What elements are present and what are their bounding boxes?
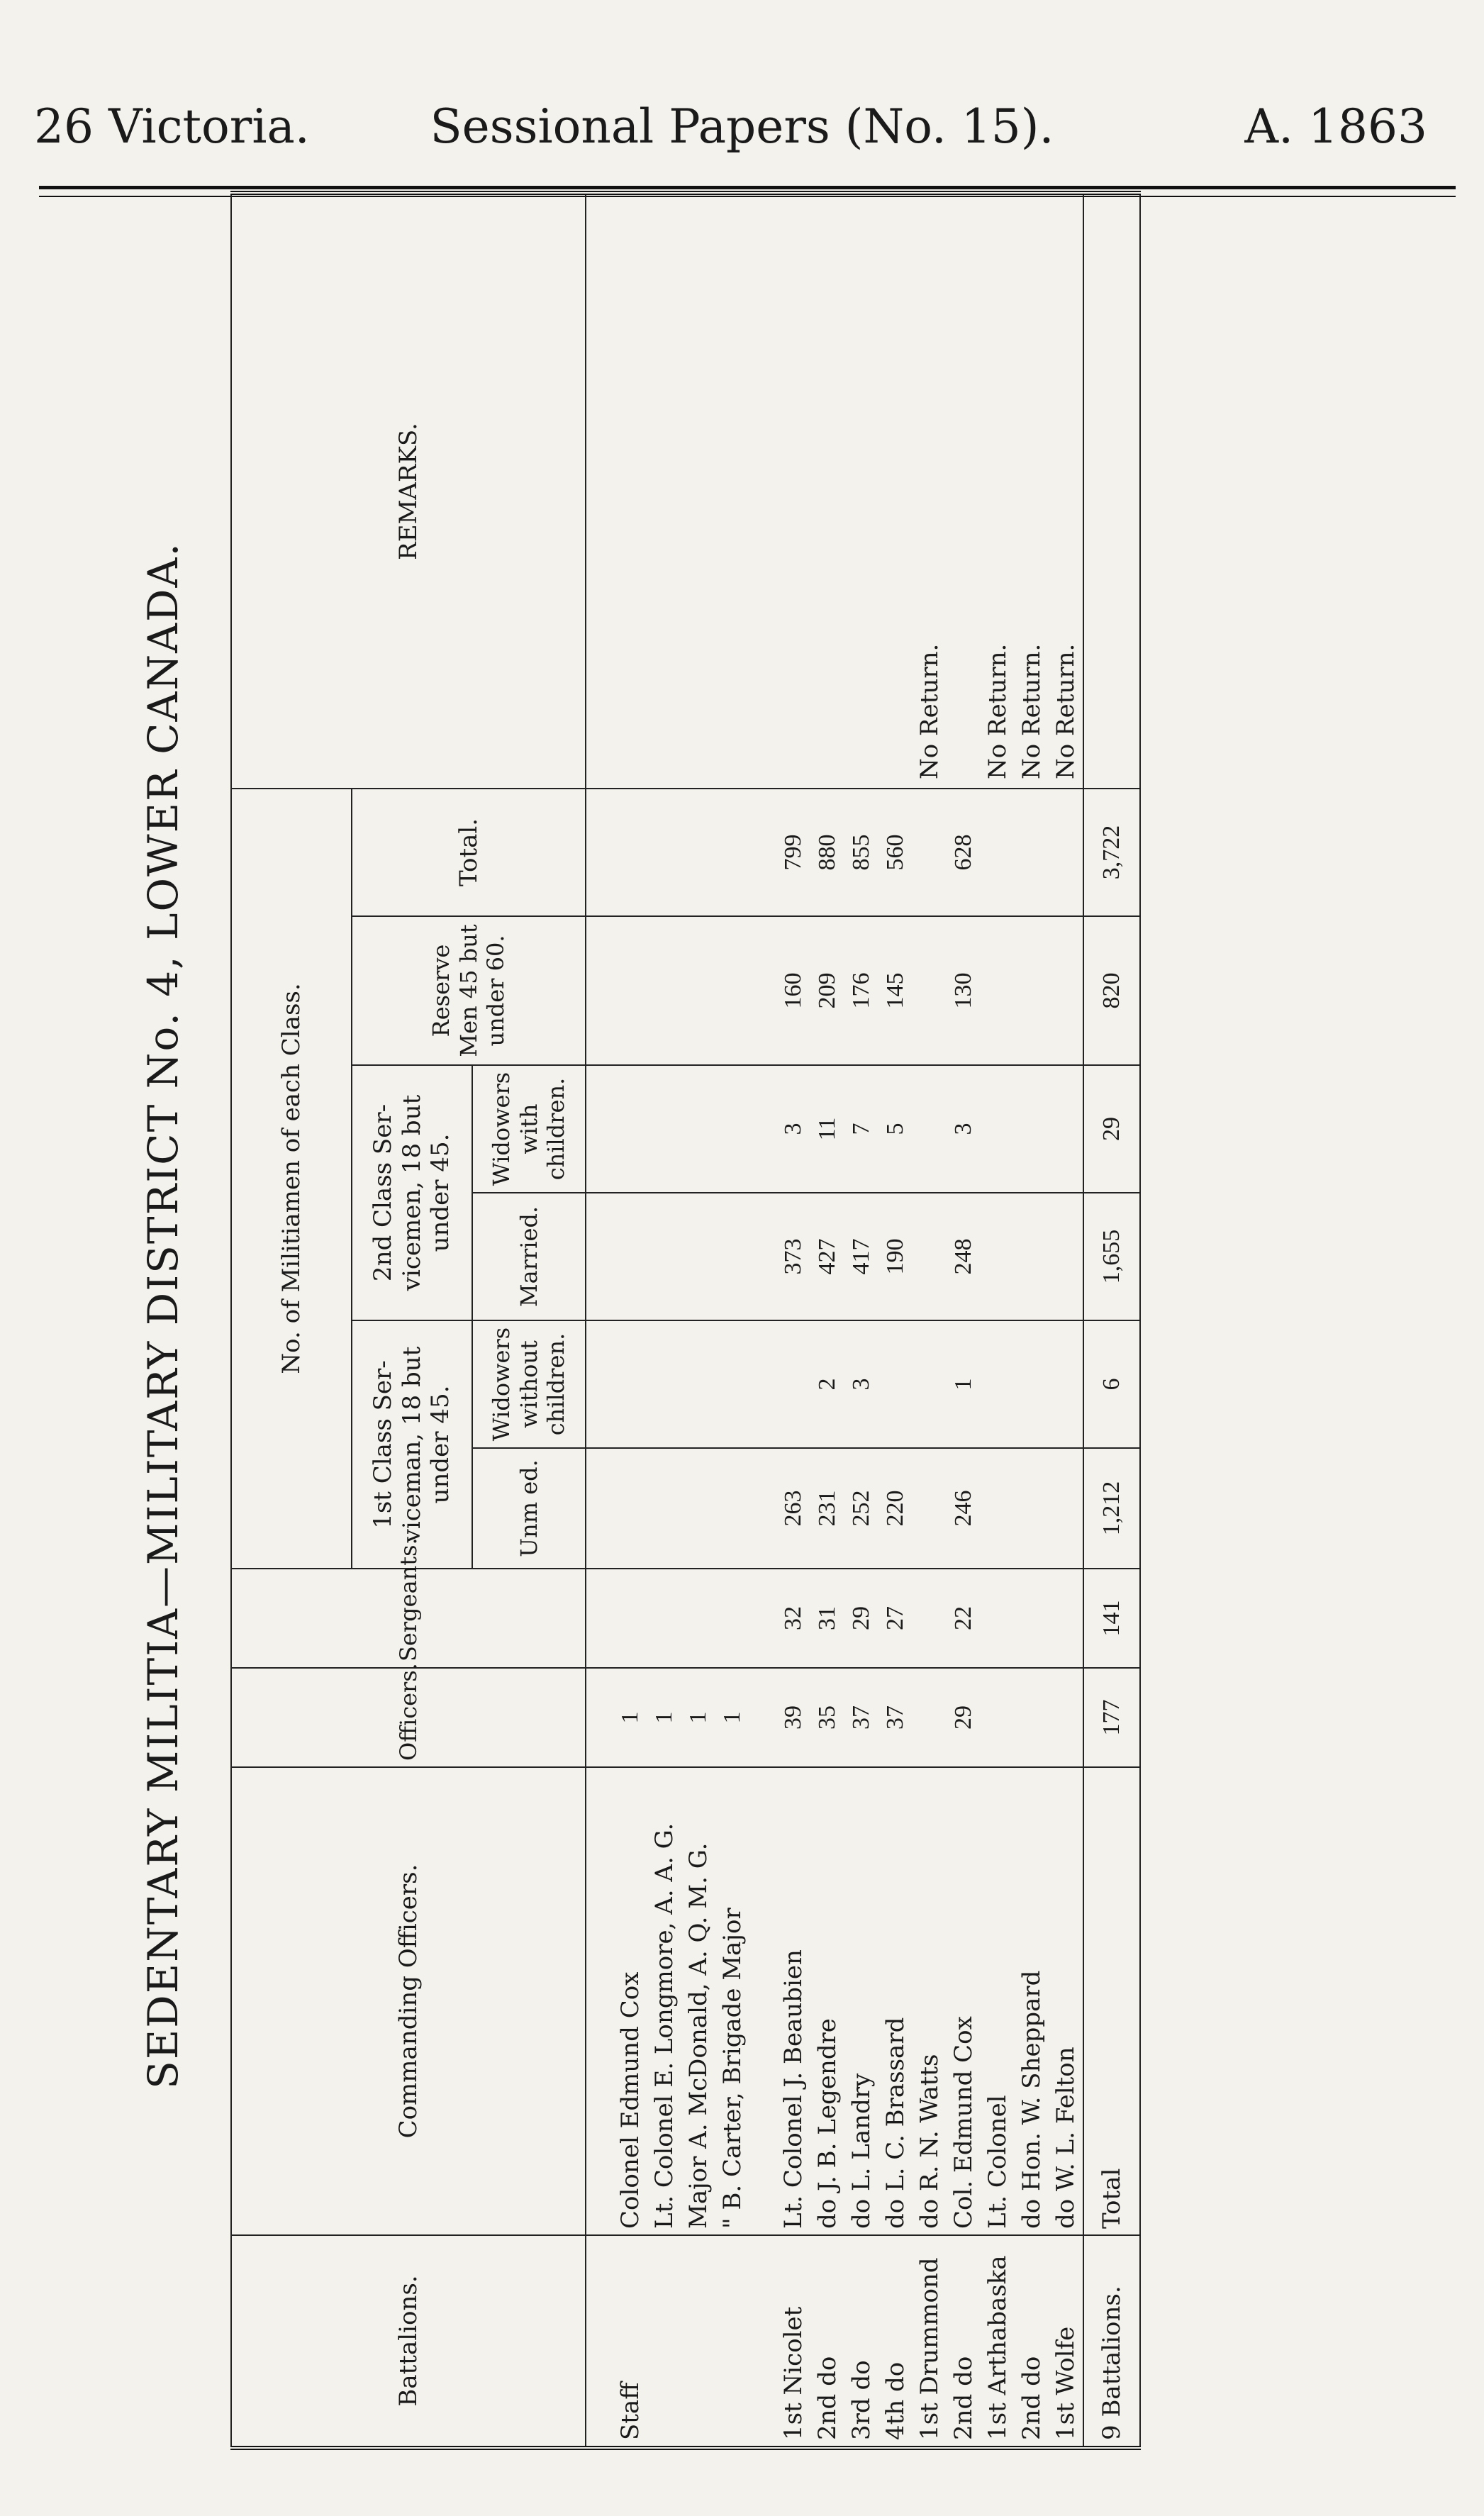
col-first-class: 1st Class Ser-viceman, 18 but under 45. [352, 1320, 472, 1569]
table-row [810, 193, 844, 2448]
total-count [1015, 789, 1049, 916]
col-widowers-with: Widowers with children. [472, 1065, 586, 1193]
battalion-name: 4th do [878, 2235, 913, 2448]
total-count: 855 [844, 789, 878, 916]
widowers-without-count [913, 1320, 947, 1448]
col-battalions: Battalions. [231, 2235, 586, 2448]
battalion-name: 1st Wolfe [1049, 2235, 1083, 2448]
header-title: Sessional Papers (No. 15). [430, 99, 1054, 154]
table-row [1015, 193, 1049, 2448]
col-group-militiamen: No. of Militiamen of each Class. [231, 789, 352, 1569]
col-second-class: 2nd Class Ser-vicemen, 18 but under 45. [352, 1065, 472, 1320]
col-commanding-officers: Commanding Officers. [231, 1767, 586, 2235]
totals-total: 3,722 [1083, 789, 1140, 916]
table-row [844, 193, 878, 2448]
total-count [913, 789, 947, 916]
widowers-without-count [1015, 1320, 1049, 1448]
staff-officers-count: 1 [681, 1668, 715, 1767]
remark [844, 193, 878, 789]
col-sergeants: Sergeants. [231, 1569, 586, 1668]
officers-count [1015, 1668, 1049, 1767]
header-year: A. 1863 [1244, 99, 1427, 154]
table-row [878, 193, 913, 2448]
reserve-count: 176 [844, 916, 878, 1065]
widowers-with-count [913, 1065, 947, 1193]
table-title: SEDENTARY MILITIA—MILITARY DISTRICT No. 4, LOWER CANADA. [139, 542, 187, 2089]
officers-count [913, 1668, 947, 1767]
officers-count [1049, 1668, 1083, 1767]
widowers-without-count: 2 [810, 1320, 844, 1448]
married-count [1015, 1193, 1049, 1320]
commanding-officer: do L. Landry [844, 1767, 878, 2235]
totals-reserve: 820 [1083, 916, 1140, 1065]
widowers-with-count: 7 [844, 1065, 878, 1193]
col-officers: Officers. [231, 1668, 586, 1767]
widowers-without-count [776, 1320, 810, 1448]
officers-count: 35 [810, 1668, 844, 1767]
col-widowers-without: Widowers without children. [472, 1320, 586, 1448]
reserve-count [1049, 916, 1083, 1065]
widowers-without-count: 1 [947, 1320, 981, 1448]
table-row [913, 193, 947, 2448]
staff-officer: Colonel Edmund Cox [613, 1767, 647, 2235]
reserve-count: 145 [878, 916, 913, 1065]
commanding-officer: Lt. Colonel J. Beaubien [776, 1767, 810, 2235]
sergeants-count [1015, 1569, 1049, 1668]
col-unmarried: Unm ed. [472, 1448, 586, 1569]
widowers-with-count: 3 [776, 1065, 810, 1193]
widowers-without-count [981, 1320, 1015, 1448]
widowers-with-count: 5 [878, 1065, 913, 1193]
militia-table [230, 191, 1141, 2450]
sergeants-count: 31 [810, 1569, 844, 1668]
reserve-count: 209 [810, 916, 844, 1065]
unmarried-count: 252 [844, 1448, 878, 1569]
staff-label: Staff [613, 2235, 647, 2448]
total-count [981, 789, 1015, 916]
officers-count: 29 [947, 1668, 981, 1767]
total-count [1049, 789, 1083, 916]
battalion-name: 1st Arthabaska [981, 2235, 1015, 2448]
staff-officers-count: 1 [613, 1668, 647, 1767]
married-count: 427 [810, 1193, 844, 1320]
officers-count: 37 [844, 1668, 878, 1767]
sergeants-count: 32 [776, 1569, 810, 1668]
totals-sergeants: 141 [1083, 1569, 1140, 1668]
commanding-officer: do W. L. Felton [1049, 1767, 1083, 2235]
table-row [776, 193, 810, 2448]
remark [776, 193, 810, 789]
commanding-officer: do Hon. W. Sheppard [1015, 1767, 1049, 2235]
staff-row [613, 193, 647, 2448]
reserve-count [913, 916, 947, 1065]
officers-count [981, 1668, 1015, 1767]
header-session: 26 Victoria. [34, 99, 310, 154]
battalion-name: 3rd do [844, 2235, 878, 2448]
married-count: 248 [947, 1193, 981, 1320]
battalion-name: 2nd do [947, 2235, 981, 2448]
table-row [1049, 193, 1083, 2448]
totals-officers: 177 [1083, 1668, 1140, 1767]
reserve-count: 160 [776, 916, 810, 1065]
reserve-count [1015, 916, 1049, 1065]
total-count: 799 [776, 789, 810, 916]
battalion-name: 2nd do [1015, 2235, 1049, 2448]
married-count [981, 1193, 1015, 1320]
unmarried-count: 263 [776, 1448, 810, 1569]
total-count: 628 [947, 789, 981, 916]
sergeants-count [981, 1569, 1015, 1668]
sergeants-count [1049, 1569, 1083, 1668]
staff-officers-count: 1 [715, 1668, 749, 1767]
table-row [947, 193, 981, 2448]
commanding-officer: do L. C. Brassard [878, 1767, 913, 2235]
remark: No Return. [913, 193, 947, 789]
staff-officers-count: 1 [647, 1668, 681, 1767]
officers-count: 37 [878, 1668, 913, 1767]
staff-row [647, 193, 681, 2448]
reserve-count [981, 916, 1015, 1065]
staff-officer: " B. Carter, Brigade Major [715, 1767, 749, 2235]
married-count [913, 1193, 947, 1320]
sergeants-count: 27 [878, 1569, 913, 1668]
remark [878, 193, 913, 789]
unmarried-count: 231 [810, 1448, 844, 1569]
totals-widowers-with: 29 [1083, 1065, 1140, 1193]
sergeants-count [913, 1569, 947, 1668]
commanding-officer: Col. Edmund Cox [947, 1767, 981, 2235]
unmarried-count [1015, 1448, 1049, 1569]
unmarried-count: 220 [878, 1448, 913, 1569]
remark: No Return. [1049, 193, 1083, 789]
unmarried-count [913, 1448, 947, 1569]
unmarried-count [981, 1448, 1015, 1569]
sergeants-count: 22 [947, 1569, 981, 1668]
battalion-name: 2nd do [810, 2235, 844, 2448]
staff-officer: Major A. McDonald, A. Q. M. G. [681, 1767, 715, 2235]
staff-officer: Lt. Colonel E. Longmore, A. A. G. [647, 1767, 681, 2235]
col-married: Married. [472, 1193, 586, 1320]
totals-label: Total [1083, 1767, 1140, 2235]
widowers-without-count: 3 [844, 1320, 878, 1448]
col-remarks: REMARKS. [231, 193, 586, 789]
battalion-name: 1st Nicolet [776, 2235, 810, 2448]
widowers-with-count [1015, 1065, 1049, 1193]
widowers-with-count: 3 [947, 1065, 981, 1193]
col-reserve: Reserve Men 45 but under 60. [352, 916, 586, 1065]
staff-row [681, 193, 715, 2448]
commanding-officer: do R. N. Watts [913, 1767, 947, 2235]
totals-widowers-without: 6 [1083, 1320, 1140, 1448]
totals-battalions: 9 Battalions. [1083, 2235, 1140, 2448]
married-count: 190 [878, 1193, 913, 1320]
widowers-with-count [981, 1065, 1015, 1193]
married-count: 417 [844, 1193, 878, 1320]
widowers-with-count [1049, 1065, 1083, 1193]
remark [947, 193, 981, 789]
unmarried-count: 246 [947, 1448, 981, 1569]
totals-married: 1,655 [1083, 1193, 1140, 1320]
widowers-without-count [878, 1320, 913, 1448]
total-count: 560 [878, 789, 913, 916]
table-row [981, 193, 1015, 2448]
remark: No Return. [981, 193, 1015, 789]
total-count: 880 [810, 789, 844, 916]
sergeants-count: 29 [844, 1569, 878, 1668]
remark [810, 193, 844, 789]
rotated-table-wrapper [110, 181, 1443, 2450]
battalion-name: 1st Drummond [913, 2235, 947, 2448]
officers-count: 39 [776, 1668, 810, 1767]
widowers-with-count: 11 [810, 1065, 844, 1193]
unmarried-count [1049, 1448, 1083, 1569]
married-count: 373 [776, 1193, 810, 1320]
commanding-officer: Lt. Colonel [981, 1767, 1015, 2235]
col-total: Total. [352, 789, 586, 916]
staff-row [715, 193, 749, 2448]
totals-unmarried: 1,212 [1083, 1448, 1140, 1569]
remark: No Return. [1015, 193, 1049, 789]
widowers-without-count [1049, 1320, 1083, 1448]
married-count [1049, 1193, 1083, 1320]
totals-row [1083, 193, 1140, 2448]
totals-remark [1083, 193, 1140, 789]
commanding-officer: do J. B. Legendre [810, 1767, 844, 2235]
reserve-count: 130 [947, 916, 981, 1065]
